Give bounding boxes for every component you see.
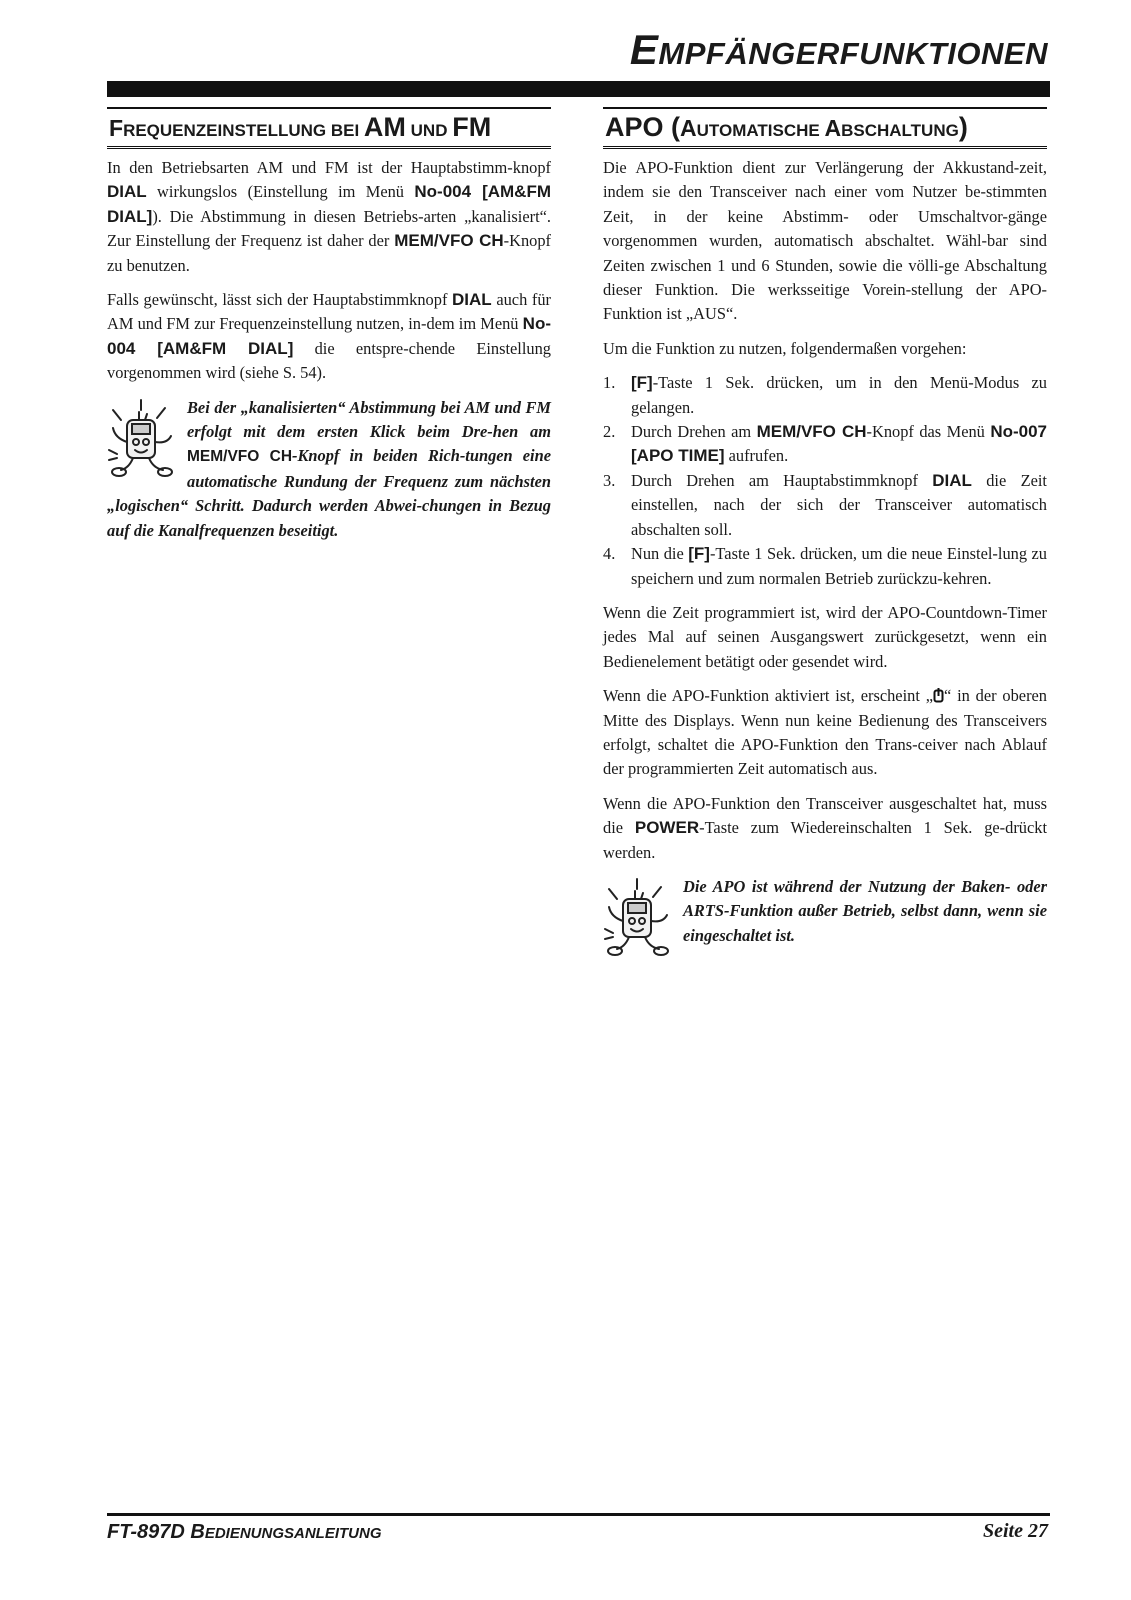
hint-note: Bei der „kanalisierten“ Abstimmung bei AM und FM erfolgt mit dem ersten Klick beim Dre-hen am MEM/VFO CH-Knopf in beiden Rich-tungen eine automatische Rundung der Frequenz zum nächsten „logischen“ Schritt. Dadurch werden Abwei-chungen in Bezug auf die Kanalfrequenzen beseitigt.: [107, 397, 551, 540]
paragraph: Wenn die Zeit programmiert ist, wird der APO-Countdown-Timer jedes Mal auf seinen Ausgangswert zurückgesetzt, wenn ein Bedienelement betätigt oder gesendet wird.: [603, 602, 1047, 671]
paragraph: Um die Funktion zu nutzen, folgendermaßen vorgehen:: [603, 338, 967, 358]
list-item: 1. [F]-Taste 1 Sek. drücken, um in den Menü-Modus zu gelangen.: [603, 373, 1047, 417]
footer-manual-title: FT-897D BEDIENUNGSANLEITUNG: [107, 1521, 382, 1543]
list-item: 3. Durch Drehen am Hauptabstimmknopf DIAL die Zeit einstellen, nach der sich der Transceiver automatisch abschalten soll.: [603, 470, 1047, 539]
page-number: Seite 27: [983, 1520, 1048, 1542]
hint-note: Die APO ist während der Nutzung der Baken- oder ARTS-Funktion außer Betrieb, selbst dann, wenn sie eingeschaltet ist.: [603, 875, 1047, 948]
paragraph: Wenn die APO-Funktion aktiviert ist, erscheint „ “ in der oberen Mitte des Displays. Wenn nun keine Bedienung des Transceivers erfolgt, schaltet die APO-Funktion den Trans-ceiver nach Ablauf der programmierten Zeit automatisch aus.: [603, 686, 1048, 779]
mascot-hint-icon: [105, 398, 181, 478]
left-column: [107, 107, 551, 553]
apo-clock-icon: [933, 688, 944, 703]
steps-list: [603, 371, 1047, 591]
paragraph: Falls gewünscht, lässt sich der Hauptabstimmknopf DIAL auch für AM und FM zur Frequenzeinstellung nutzen, in-dem im Menü No-004 [AM&FM DIAL] die entspre-chende Einstellung vorgenommen wird (siehe S. 54).: [107, 290, 551, 383]
list-item: 4. Nun die [F]-Taste 1 Sek. drücken, um die neue Einstel-lung zu speichern und zum normalen Betrieb zurückzu-kehren.: [603, 544, 1047, 588]
page-title: EMPFÄNGERFUNKTIONEN: [629, 26, 1048, 73]
header-rule: [107, 81, 1050, 97]
list-item: 2. Durch Drehen am MEM/VFO CH-Knopf das Menü No-007 [APO TIME] aufrufen.: [603, 422, 1048, 466]
section-heading-apo: APO (AUTOMATISCHE ABSCHALTUNG): [603, 107, 1047, 149]
paragraph: Wenn die APO-Funktion den Transceiver ausgeschaltet hat, muss die POWER-Taste zum Wiedereinschalten 1 Sek. ge-drückt werden.: [603, 793, 1048, 862]
section-heading-frequency: FREQUENZEINSTELLUNG BEI AM UND FM: [107, 107, 551, 149]
mascot-hint-icon: [601, 877, 677, 957]
right-column: [603, 107, 1047, 958]
paragraph: Die APO-Funktion dient zur Verlängerung der Akkustand-zeit, indem sie den Transceiver nach einer vom Nutzer be-stimmten Zeit, in der keine Abstimm- oder Umschaltvor-gänge vorgenommen wurden, automatisch abschaltet. Wähl-bar sind Zeiten zwischen 1 und 6 Stunden, sowie die völli-ge Abschaltung dieser Funktion. Die werksseitige Vorein-stellung der APO-Funktion ist „AUS“.: [603, 158, 1047, 324]
footer-rule: [107, 1513, 1050, 1516]
paragraph: In den Betriebsarten AM und FM ist der Hauptabstimm-knopf DIAL wirkungslos (Einstellung im Menü No-004 [AM&FM DIAL]). Die Abstimmung in diesen Betriebs-arten „kanalisiert“. Zur Einstellung der Frequenz ist daher der MEM/VFO CH-Knopf zu benutzen.: [107, 158, 551, 275]
